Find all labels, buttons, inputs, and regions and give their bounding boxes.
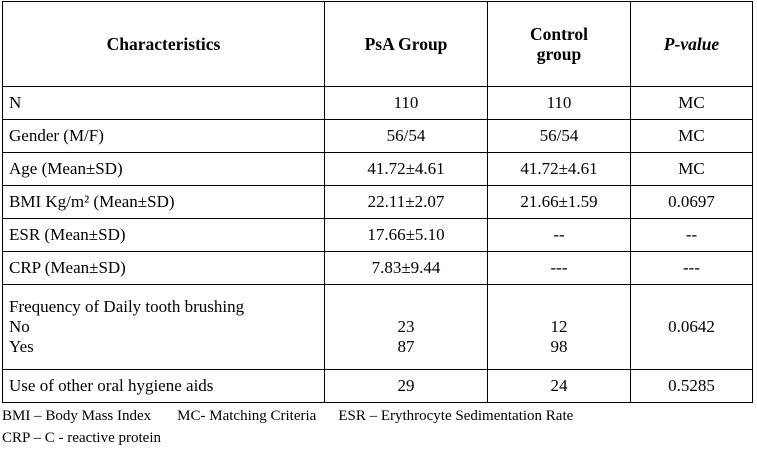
brushing-yes-psa: 87	[397, 337, 415, 356]
brushing-yes-label: Yes	[9, 337, 34, 356]
control-value: ---	[488, 252, 631, 285]
footnote-mc: MC- Matching Criteria	[177, 408, 317, 424]
header-psa-group: PsA Group	[325, 2, 488, 87]
brushing-label-cell	[3, 285, 325, 370]
table-row	[3, 252, 753, 285]
footnote-line-1	[2, 405, 754, 427]
p-value: 0.0697	[631, 186, 753, 219]
brushing-psa-cell	[325, 285, 488, 370]
footnote-crp: CRP – C - reactive protein	[2, 430, 161, 446]
control-value: --	[488, 219, 631, 252]
brushing-no-control: 12	[550, 317, 568, 336]
table-row	[3, 120, 753, 153]
row-label: N	[3, 87, 325, 120]
header-control-text: Control group	[529, 24, 588, 64]
characteristics-table	[2, 1, 753, 403]
brushing-p-value: 0.0642	[631, 285, 753, 370]
footnote-bmi: BMI – Body Mass Index	[2, 408, 152, 424]
brushing-yes-control: 98	[550, 337, 568, 356]
header-row	[3, 2, 753, 87]
row-label: Age (Mean±SD)	[3, 153, 325, 186]
control-value: 56/54	[488, 120, 631, 153]
p-value: MC	[631, 153, 753, 186]
psa-value: 17.66±5.10	[325, 219, 488, 252]
control-value: 24	[488, 370, 631, 403]
psa-value: 29	[325, 370, 488, 403]
table-row	[3, 370, 753, 403]
psa-value: 7.83±9.44	[325, 252, 488, 285]
row-label: ESR (Mean±SD)	[3, 219, 325, 252]
brushing-no-psa: 23	[397, 317, 415, 336]
table-row	[3, 153, 753, 186]
header-control-group	[488, 2, 631, 87]
p-value: MC	[631, 120, 753, 153]
footnote-esr: ESR – Erythrocyte Sedimentation Rate	[338, 408, 574, 424]
brushing-title: Frequency of Daily tooth brushing	[9, 297, 245, 316]
footnote-line-2	[2, 427, 754, 449]
control-value: 21.66±1.59	[488, 186, 631, 219]
table-row-brushing	[3, 285, 753, 370]
row-label: Gender (M/F)	[3, 120, 325, 153]
header-characteristics: Characteristics	[3, 2, 325, 87]
psa-value: 56/54	[325, 120, 488, 153]
row-label: BMI Kg/m² (Mean±SD)	[3, 186, 325, 219]
row-label: Use of other oral hygiene aids	[3, 370, 325, 403]
table-row	[3, 186, 753, 219]
psa-value: 22.11±2.07	[325, 186, 488, 219]
footnote	[2, 405, 754, 449]
control-value: 110	[488, 87, 631, 120]
brushing-no-label: No	[9, 317, 30, 336]
table-row	[3, 219, 753, 252]
brushing-control-cell	[488, 285, 631, 370]
table-row	[3, 87, 753, 120]
psa-value: 41.72±4.61	[325, 153, 488, 186]
p-value: 0.5285	[631, 370, 753, 403]
p-value: MC	[631, 87, 753, 120]
control-value: 41.72±4.61	[488, 153, 631, 186]
header-p-value: P-value	[631, 2, 753, 87]
p-value: ---	[631, 252, 753, 285]
psa-value: 110	[325, 87, 488, 120]
row-label: CRP (Mean±SD)	[3, 252, 325, 285]
p-value: --	[631, 219, 753, 252]
